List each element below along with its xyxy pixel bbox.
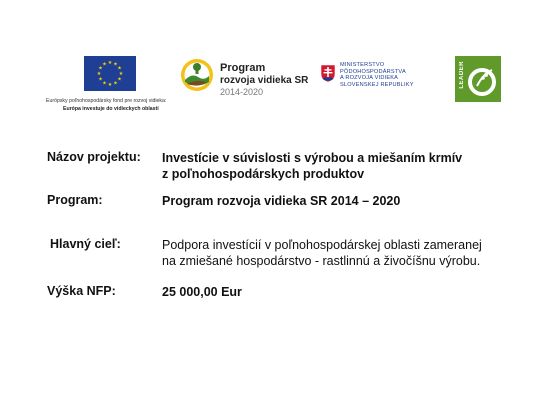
svg-text:★: ★ bbox=[117, 65, 122, 72]
main-goal-line: na zmiešané hospodárstvo - rastlinnú a živočíšnu výrobu. bbox=[162, 254, 481, 268]
project-name-line: Investície v súvislosti s výrobou a miešaním krmív bbox=[162, 151, 463, 165]
main-goal-line: Podpora investícií v poľnohospodárskej oblasti zameranej bbox=[162, 238, 482, 252]
prv-subtitle: rozvoja vidieka SR bbox=[220, 75, 309, 86]
svg-text:★: ★ bbox=[113, 80, 118, 87]
svg-text:★: ★ bbox=[107, 60, 113, 67]
eu-slogan: Európa investuje do vidieckych oblastí bbox=[63, 106, 159, 112]
main-goal-value bbox=[162, 237, 482, 269]
svg-text:★: ★ bbox=[98, 65, 103, 72]
program-label: Program: bbox=[47, 193, 103, 207]
leader-logo bbox=[455, 56, 501, 102]
leader-text: LEADER bbox=[459, 61, 465, 89]
ministry-logo bbox=[320, 62, 440, 102]
prv-logo bbox=[180, 58, 320, 98]
slovak-crest-icon bbox=[320, 64, 336, 83]
svg-text:★: ★ bbox=[107, 82, 113, 89]
ministry-line: MINISTERSTVO bbox=[340, 62, 385, 68]
svg-text:★: ★ bbox=[113, 61, 118, 68]
svg-text:★: ★ bbox=[118, 71, 124, 78]
nfp-amount-value: 25 000,00 Eur bbox=[162, 285, 242, 299]
eu-flag-icon bbox=[84, 56, 136, 91]
ministry-line: A ROZVOJA VIDIEKA bbox=[340, 75, 399, 82]
logo-bar bbox=[0, 50, 552, 120]
ministry-name bbox=[340, 62, 414, 88]
project-name-label: Názov projektu: bbox=[47, 150, 141, 164]
svg-text:★: ★ bbox=[98, 76, 103, 83]
project-name-line: z poľnohospodárskych produktov bbox=[162, 167, 365, 181]
ministry-line: PÔDOHOSPODÁRSTVA bbox=[340, 68, 406, 75]
nfp-amount-label: Výška NFP: bbox=[47, 284, 116, 298]
svg-text:★: ★ bbox=[102, 61, 107, 68]
svg-text:★: ★ bbox=[96, 71, 102, 78]
svg-text:★: ★ bbox=[117, 76, 122, 83]
ministry-line: SLOVENSKEJ REPUBLIKY bbox=[340, 81, 414, 88]
program-value: Program rozvoja vidieka SR 2014 – 2020 bbox=[162, 194, 401, 208]
project-name-value bbox=[162, 150, 462, 182]
eu-caption: Európsky poľnohospodársky fond pre rozvoj vidieka: bbox=[46, 98, 167, 104]
main-goal-label: Hlavný cieľ: bbox=[50, 237, 121, 251]
prv-title: Program bbox=[220, 62, 266, 74]
prv-years: 2014-2020 bbox=[220, 87, 264, 97]
svg-text:★: ★ bbox=[102, 80, 107, 87]
prv-emblem-icon bbox=[180, 58, 214, 92]
